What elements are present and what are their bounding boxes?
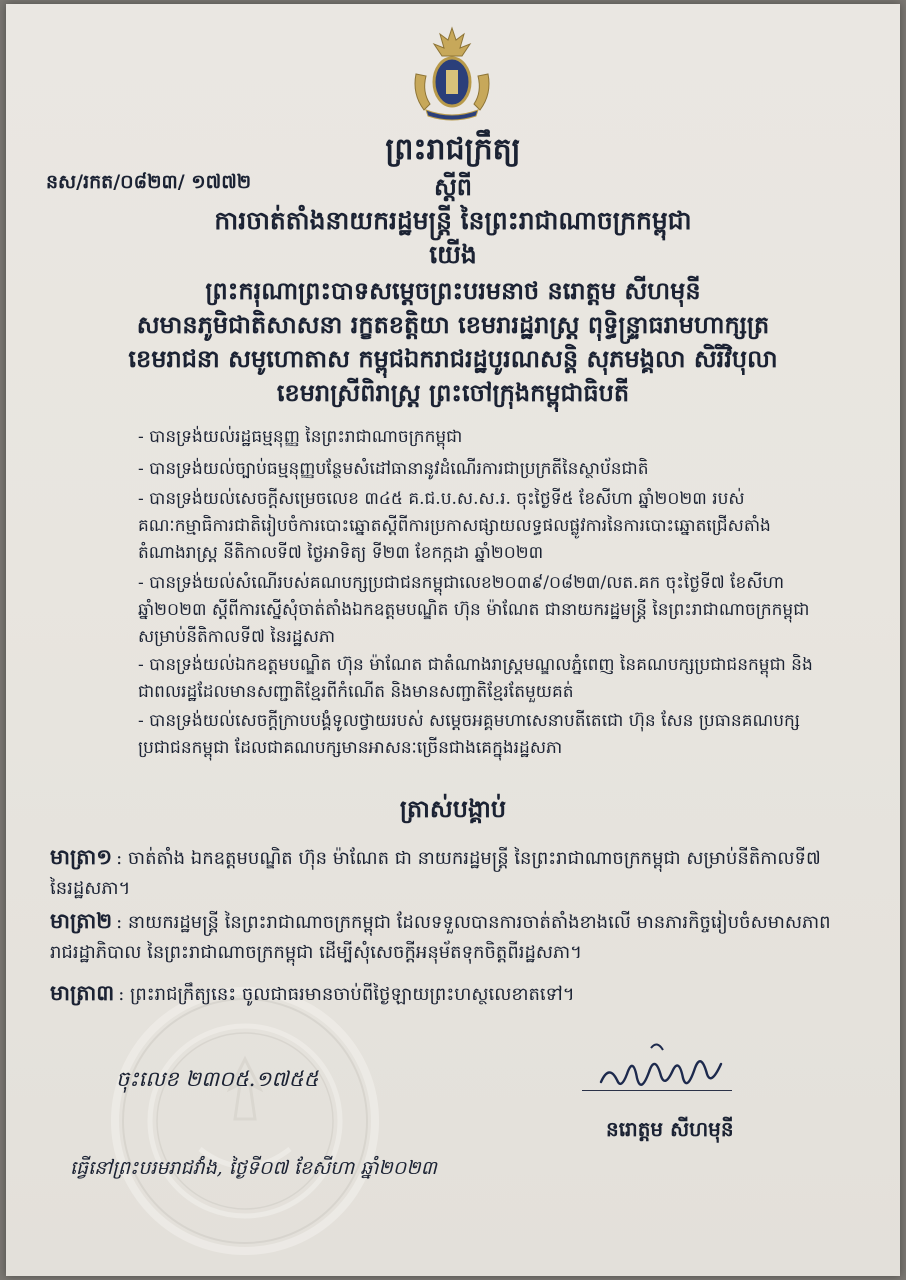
article-3 xyxy=(50,978,840,1010)
subject-label: ស្តីពី xyxy=(433,172,473,201)
decree-title: ការចាត់តាំងនាយករដ្ឋមន្ត្រី នៃព្រះរាជាណាចក្រកម្ពុជា xyxy=(214,206,692,235)
embossed-seal-icon xyxy=(110,979,380,1264)
king-title-line-3: ខេមរាជនា សមូហោតាស កម្ពុជឯករាជរដ្ឋបូរណសន្តិ សុភមង្គលា សិរីវិបុលា xyxy=(128,344,778,373)
article-text: : នាយករដ្ឋមន្ត្រី នៃព្រះរាជាណាចក្រកម្ពុជា ដែលទទួលបានការចាត់តាំងខាងលើ មានភារកិច្ចរៀបចំសមាសភាពរាជរដ្ឋាភិបាល នៃព្រះរាជាណាចក្រកម្ពុជា ដើម្បីសុំសេចក្តីអនុម័តទុកចិត្តពីរដ្ឋសភា។ xyxy=(50,912,831,963)
recital-item: - បានទ្រង់យល់ច្បាប់ធម្មនុញ្ញបន្ថែមសំដៅធានានូវដំណើរការជាប្រក្រតីនៃស្ថាប័នជាតិ xyxy=(138,459,649,479)
recital-item: - បានទ្រង់យល់រដ្ឋធម្មនុញ្ញ នៃព្រះរាជាណាចក្រកម្ពុជា xyxy=(138,427,463,447)
decree-heading: ព្រះរាជក្រឹត្យ xyxy=(385,132,521,167)
royal-signature-icon xyxy=(591,1034,741,1104)
article-2 xyxy=(50,906,840,968)
king-title-line-1: ព្រះករុណាព្រះបាទសម្តេចព្រះបរមនាថ នរោត្តម សីហមុនី xyxy=(205,276,701,305)
article-1 xyxy=(50,842,840,904)
document-number: នស/រកត/០៨២៣/ ១៧៧២ xyxy=(46,171,252,193)
dateline: ធ្វើនៅព្រះបរមរាជវាំង, ថ្ងៃទី០៧ ខែសីហា ឆ្នាំ២០២៣ xyxy=(70,1157,437,1179)
decree-page xyxy=(6,4,900,1276)
article-label: មាត្រា១ xyxy=(50,844,113,869)
article-label: មាត្រា២ xyxy=(50,908,113,933)
king-title-line-4: ខេមរាស្រីពិរាស្ត្រ ព្រះចៅក្រុងកម្ពុជាធិបតី xyxy=(276,378,630,407)
royal-coat-of-arms-icon xyxy=(404,24,500,124)
article-label: មាត្រា៣ xyxy=(50,980,115,1005)
king-title-line-2: សមានភូមិជាតិសាសនា រក្ខតខត្តិយា ខេមរារដ្ឋរាស្ត្រ ពុទ្ធិន្ទ្រាធរាមហាក្សត្រ xyxy=(136,310,770,339)
recital-item: - បានទ្រង់យល់សេចក្តីសម្រេចលេខ ៣៤៥ គ.ជ.ប.ស.ស.រ. ចុះថ្ងៃទី៥ ខែសីហា ឆ្នាំ២០២៣ របស់គណៈកម្មាធិការជាតិរៀបចំការបោះឆ្នោតស្តីពីការប្រកាសផ្សាយលទ្ធផលផ្លូវការនៃការបោះឆ្នោតជ្រើសតាំងតំណាងរាស្ត្រ នីតិកាលទី៧ ថ្ងៃអាទិត្យ ទី២៣ ខែកក្កដា ឆ្នាំ២០២៣ xyxy=(138,489,771,563)
recital-item: - បានទ្រង់យល់ឯកឧត្តមបណ្ឌិត ហ៊ុន ម៉ាណែត ជាតំណាងរាស្ត្រមណ្ឌលភ្នំពេញ នៃគណបក្សប្រជាជនកម្ពុជា និងជាពលរដ្ឋដែលមានសញ្ជាតិខ្មែរពីកំណើត និងមានសញ្ជាតិខ្មែរតែមួយគត់ xyxy=(138,655,813,702)
decree-order-heading: ត្រាស់បង្គាប់ xyxy=(399,794,507,823)
article-text: : ចាត់តាំង ឯកឧត្តមបណ្ឌិត ហ៊ុន ម៉ាណែត ជា នាយករដ្ឋមន្ត្រី នៃព្រះរាជាណាចក្រកម្ពុជា សម្រាប់នីតិកាលទី៧ នៃរដ្ឋសភា។ xyxy=(50,848,821,899)
signer-name: នរោត្តម សីហមុនី xyxy=(606,1117,734,1141)
we-heading: យើង xyxy=(429,240,477,269)
article-text: : ព្រះរាជក្រឹត្យនេះ ចូលជាធរមានចាប់ពីថ្ងៃឡាយព្រះហស្ថលេខាតទៅ។ xyxy=(118,984,575,1005)
recital-item: - បានទ្រង់យល់សំណើរបស់គណបក្សប្រជាជនកម្ពុជាលេខ២០៣៩/០៨២៣/លត.គក ចុះថ្ងៃទី៧ ខែសីហា ឆ្នាំ២០២៣ ស្តីពីការស្នើសុំចាត់តាំងឯកឧត្តមបណ្ឌិត ហ៊ុន ម៉ាណែត ជានាយករដ្ឋមន្ត្រី នៃព្រះរាជាណាចក្រកម្ពុជា សម្រាប់នីតិកាលទី៧ នៃរដ្ឋសភា xyxy=(138,573,810,647)
recital-item: - បានទ្រង់យល់សេចក្តីក្រាបបង្គំទូលថ្វាយរបស់ សម្តេចអគ្គមហាសេនាបតីតេជោ ហ៊ុន សែន ប្រធានគណបក្សប្រជាជនកម្ពុជា ដែលជាគណបក្សមានអាសនៈច្រើនជាងគេក្នុងរដ្ឋសភា xyxy=(138,711,800,758)
signature-rule xyxy=(582,1090,732,1091)
register-number: ចុះលេខ ២៣០៥.១៧៥៥ xyxy=(116,1067,319,1091)
